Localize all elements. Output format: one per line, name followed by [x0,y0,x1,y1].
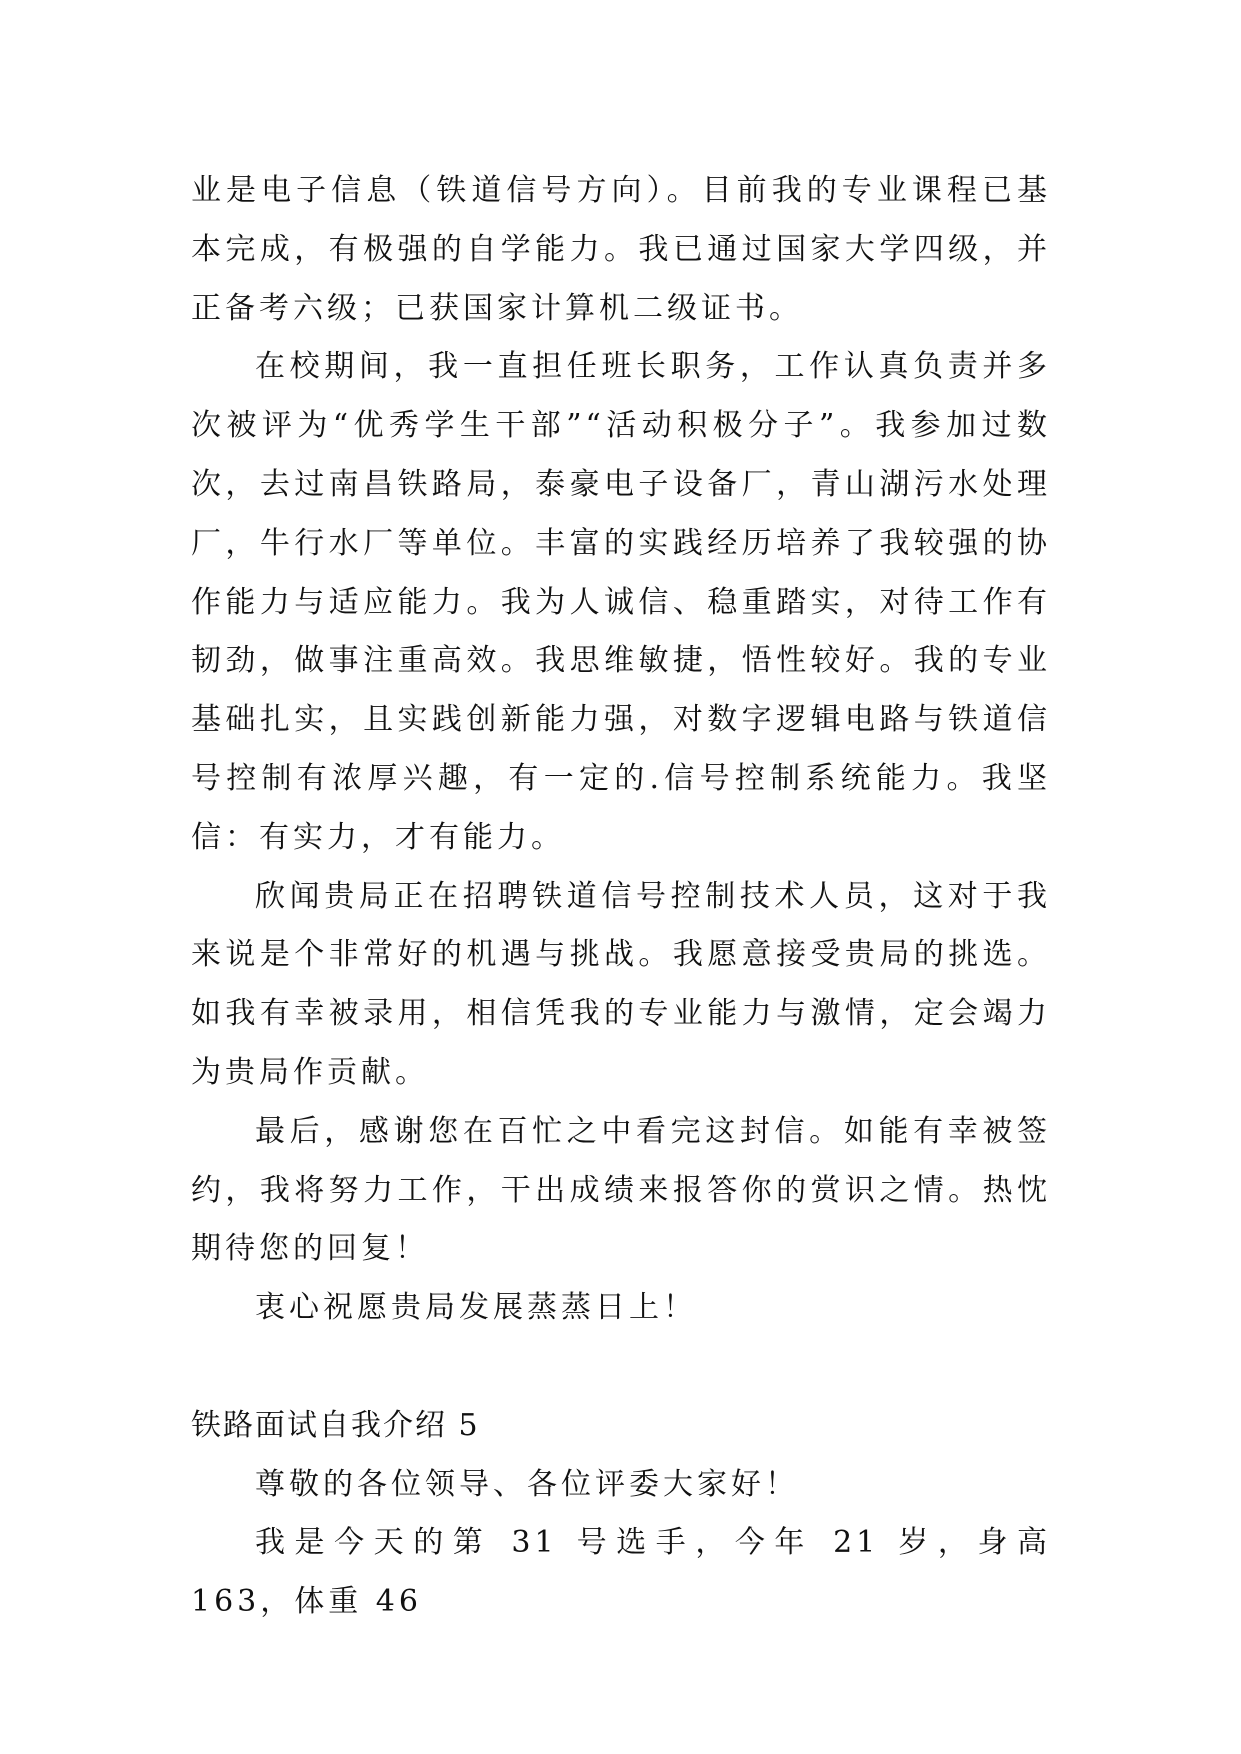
paragraph-school-experience: 在校期间，我一直担任班长职务，工作认真负责并多次被评为“优秀学生干部”“活动积极分子”。我参加过数次，去过南昌铁路局，泰豪电子设备厂，青山湖污水处理厂，牛行水厂等单位。丰富的实践经历培养了我较强的协作能力与适应能力。我为人诚信、稳重踏实，对待工作有韧劲，做事注重高效。我思维敏捷，悟性较好。我的专业基础扎实，且实践创新能力强，对数字逻辑电路与铁道信号控制有浓厚兴趣，有一定的.信号控制系统能力。我坚信：有实力，才有能力。 [191,349,1051,855]
paragraph-greeting: 尊敬的各位领导、各位评委大家好！ [255,1466,799,1502]
document-body [191,162,1051,1632]
section-spacer [191,1338,1051,1397]
paragraph-wishes: 衷心祝愿贵局发展蒸蒸日上！ [255,1290,697,1326]
paragraph-education: 业是电子信息（铁道信号方向）。目前我的专业课程已基本完成，有极强的自学能力。我已通过国家大学四级，并正备考六级；已获国家计算机二级证书。 [191,173,1051,326]
paragraph-closing: 最后，感谢您在百忙之中看完这封信。如能有幸被签约，我将努力工作，干出成绩来报答你的赏识之情。热忱期待您的回复！ [191,1113,1051,1267]
paragraph-self-intro: 我是今天的第 31 号选手，今年 21 岁，身高 163，体重 46 [191,1525,1051,1620]
section-heading: 铁路面试自我介绍 5 [191,1407,480,1443]
paragraph-application: 欣闻贵局正在招聘铁道信号控制技术人员，这对于我来说是个非常好的机遇与挑战。我愿意接受贵局的挑选。如我有幸被录用，相信凭我的专业能力与激情，定会竭力为贵局作贡献。 [191,878,1051,1090]
